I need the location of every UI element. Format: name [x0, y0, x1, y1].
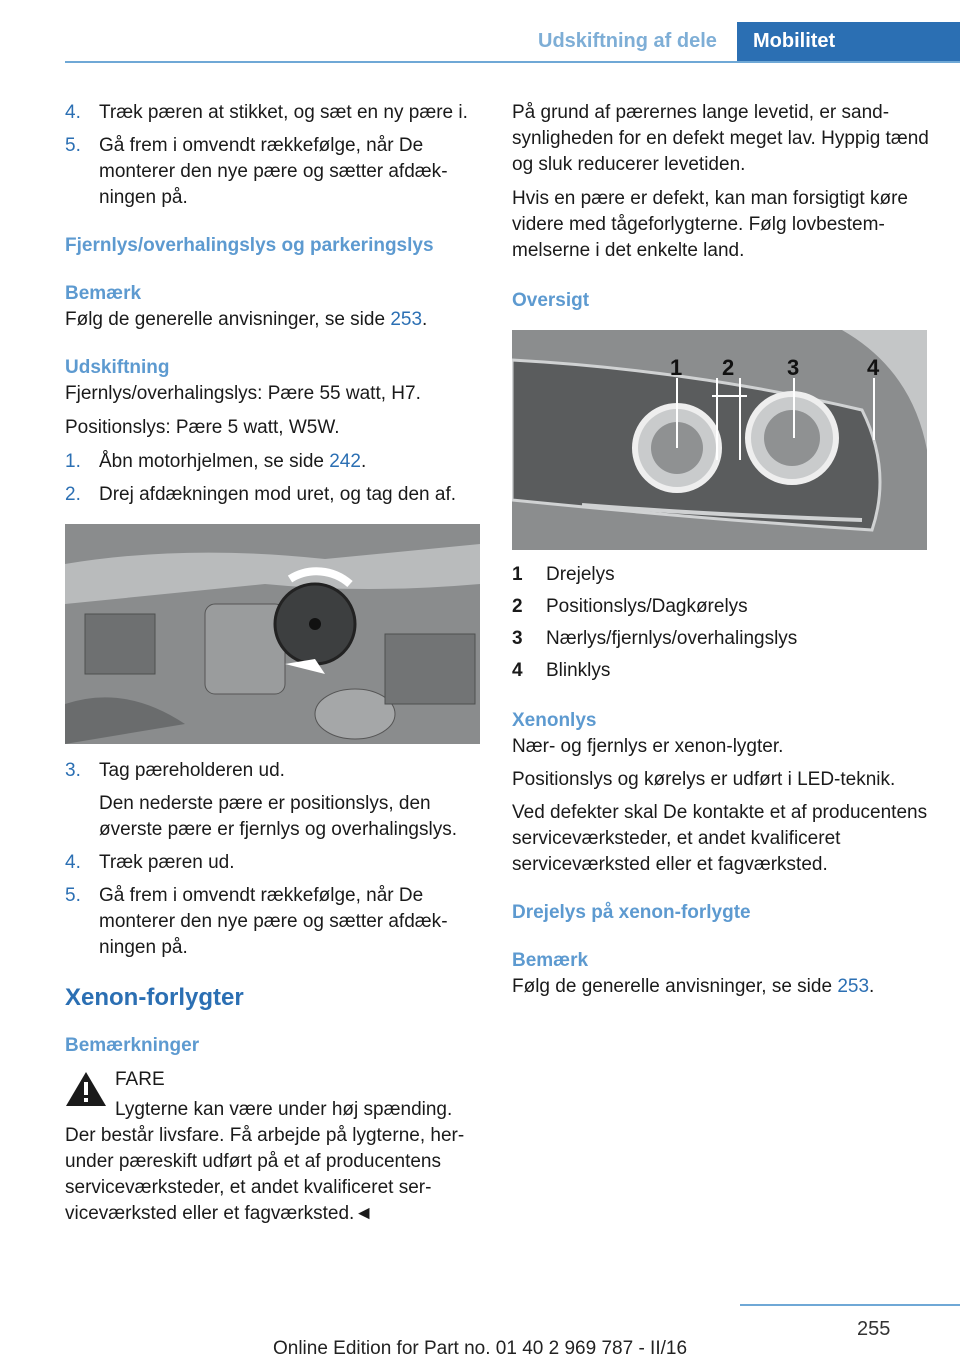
- step-text: Gå frem i omvendt rækkefølge, når De monterer den nye pære og sætter afdækningen på.: [99, 885, 448, 958]
- headlight-illustration: [512, 330, 927, 550]
- right-column: [512, 100, 930, 1000]
- step-5-reassemble: [65, 133, 480, 211]
- note-paragraph: [65, 307, 480, 333]
- legend-number: 3: [512, 628, 523, 649]
- legend-text: Positionslys/Dagkørelys: [546, 596, 748, 617]
- engine-bay-illustration: [65, 524, 480, 744]
- step-subtext: Den nederste pære er positionslys, den øverste pære er fjernlys og overhalingslys.: [99, 793, 457, 840]
- callout-label-4: 4: [867, 355, 880, 380]
- warning-first-line: Lygterne kan være under høj spænding.: [115, 1099, 453, 1120]
- note-end: .: [422, 309, 428, 330]
- footer-rule: [740, 1304, 960, 1306]
- step-text: Gå frem i omvendt rækkefølge, når De monterer den nye pære og sætter afdækningen på.: [99, 135, 448, 208]
- xenon-para-2: Positionslys og kørelys er udført i LED-teknik.: [512, 769, 896, 790]
- header-rule: [65, 61, 960, 63]
- legend-number: 4: [512, 660, 523, 681]
- step-text: Træk pæren at stikket, og sæt en ny pære i.: [99, 102, 468, 123]
- step-text: Træk pæren ud.: [99, 852, 235, 873]
- heading-xenon-forlygter: Xenon-forlygter: [65, 984, 244, 1011]
- callout-label-1: 1: [670, 355, 683, 380]
- xenon-para-3: Ved defekter skal De kontakte et af producentens serviceværksteder, et andet kvalificeret serviceværksted eller et fagværksted.: [512, 802, 928, 875]
- page-link-253[interactable]: 253: [390, 309, 423, 330]
- headlight-drawing: [512, 330, 927, 550]
- legend-text: Nærlys/fjernlys/overhalingslys: [546, 628, 798, 649]
- step-number: 3.: [65, 760, 81, 781]
- heading-drejelys: Drejelys på xenon-forlygte: [512, 902, 751, 923]
- note-text: Følg de generelle anvisninger, se side: [512, 976, 838, 997]
- step-number: 4.: [65, 102, 81, 123]
- step-text: Åbn motorhjelmen, se side: [99, 451, 330, 472]
- step-4-pull-out: [65, 850, 480, 876]
- callout-label-3: 3: [787, 355, 800, 380]
- step-number: 5.: [65, 135, 81, 156]
- heading-fjernlys: Fjernlys/overhalingslys og parkeringslys: [65, 235, 434, 256]
- danger-warning: [65, 1067, 480, 1123]
- warning-triangle-icon: [65, 1071, 107, 1107]
- legend-number: 2: [512, 596, 523, 617]
- heading-oversigt: Oversigt: [512, 290, 590, 311]
- legend-item: [512, 594, 930, 620]
- heading-bemaerk: Bemærk: [65, 283, 142, 304]
- heading-xenonlys: Xenonlys: [512, 710, 597, 731]
- legend-number: 1: [512, 564, 523, 585]
- step-1-open-hood: [65, 449, 480, 475]
- page-link-242[interactable]: 242: [329, 451, 361, 472]
- step-4-pull-bulb: [65, 100, 480, 126]
- heading-bemaerkninger: Bemærkninger: [65, 1035, 200, 1056]
- engine-bay-drawing: [65, 524, 480, 744]
- warning-body: Der består livsfare. Få arbejde på lygterne, herunder pæreskift udført på et af producentens serviceværksteder, et andet kvalificeret serviceværksted eller et fagværksted.◄: [65, 1125, 465, 1224]
- legend-text: Blinklys: [546, 660, 611, 681]
- note-end: .: [869, 976, 875, 997]
- defect-paragraph: Hvis en pære er defekt, kan man forsigtigt køre videre med tågeforlygterne. Følg lovbestemmelserne i det enkelte land.: [512, 188, 908, 261]
- footer-edition: Online Edition for Part no. 01 40 2 969 787 - II/16: [272, 1338, 688, 1359]
- positionslys-spec: Positionslys: Pære 5 watt, W5W.: [65, 417, 340, 438]
- legend-item: [512, 658, 930, 684]
- legend-item: [512, 562, 930, 588]
- step-3-remove-holder: [65, 758, 480, 843]
- step-text: Tag pæreholderen ud.: [99, 760, 285, 781]
- step-number: 4.: [65, 852, 81, 873]
- lifetime-paragraph: På grund af pærernes lange levetid, er sandsynligheden for en defekt meget lav. Hyppig tænd og sluk reducerer levetiden.: [512, 102, 929, 175]
- legend-text: Drejelys: [546, 564, 615, 585]
- note-paragraph-2: [512, 974, 930, 1000]
- step-text: Drej afdækningen mod uret, og tag den af.: [99, 484, 457, 505]
- note-text: Følg de generelle anvisninger, se side: [65, 309, 391, 330]
- step-number: 1.: [65, 451, 81, 472]
- left-column: [65, 100, 480, 1227]
- heading-bemaerk-2: Bemærk: [512, 950, 589, 971]
- step-5-reassemble-2: [65, 883, 480, 961]
- step-number: 5.: [65, 885, 81, 906]
- step-end: .: [360, 451, 367, 472]
- xenon-para-1: Nær- og fjernlys er xenon-lygter.: [512, 736, 784, 757]
- warning-title: FARE: [115, 1069, 165, 1090]
- header-chapter-tab: Mobilitet: [737, 22, 960, 63]
- step-2-turn-cover: [65, 482, 480, 508]
- callout-label-2: 2: [722, 355, 735, 380]
- fjernlys-spec: Fjernlys/overhalingslys: Pære 55 watt, H7.: [65, 383, 421, 404]
- header-section-title: Udskiftning af dele: [538, 30, 717, 52]
- step-number: 2.: [65, 484, 81, 505]
- page-link-253[interactable]: 253: [837, 976, 870, 997]
- legend-item: [512, 626, 930, 652]
- page-number: 255: [857, 1318, 891, 1340]
- heading-udskiftning: Udskiftning: [65, 357, 170, 378]
